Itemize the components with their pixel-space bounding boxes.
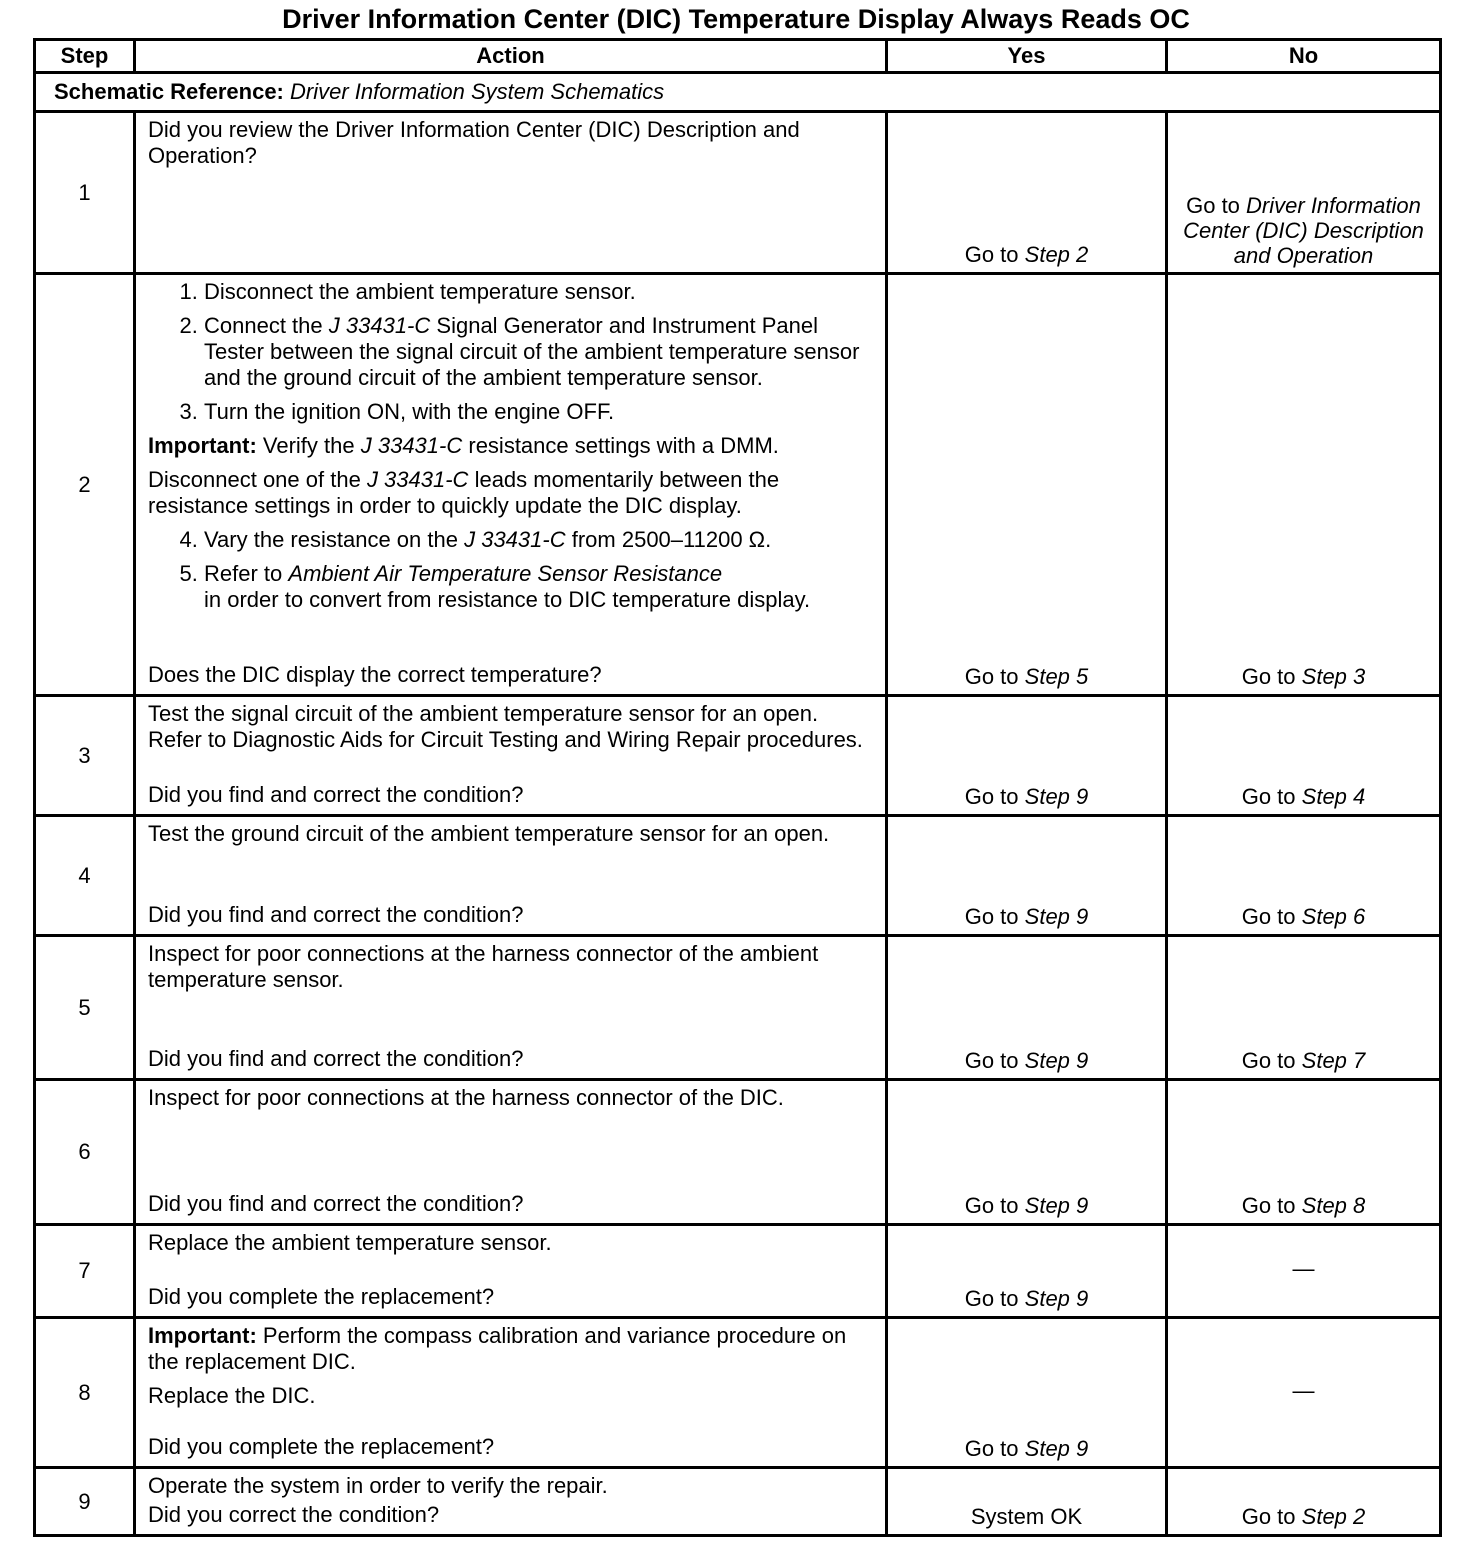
goto-prefix: Go to [1241, 1504, 1296, 1529]
yes-link[interactable]: Step 9 [1024, 904, 1089, 929]
action-cell [135, 112, 887, 274]
header-yes: Yes [887, 40, 1167, 73]
step-number: 5 [35, 936, 135, 1080]
schematic-reference [35, 73, 1441, 112]
goto-prefix: Go to [1241, 904, 1296, 929]
no-link[interactable]: Step 8 [1301, 1193, 1366, 1218]
header-no: No [1167, 40, 1441, 73]
no-cell [1167, 1468, 1441, 1536]
action-cell [135, 274, 887, 696]
goto-prefix: Go to [1186, 193, 1240, 218]
yes-cell [887, 936, 1167, 1080]
question-text: Did you complete the replacement? [148, 1434, 495, 1459]
table-row [35, 274, 1441, 696]
action-cell [135, 696, 887, 816]
list-item: 5. Refer to Ambient Air Temperature Sensor Resistance in order to convert from resistance to DIC temperature display. [204, 561, 875, 613]
list-item: 1. Disconnect the ambient temperature sensor. [204, 279, 875, 305]
action-cell [135, 1318, 887, 1468]
question-text: Did you correct the condition? [148, 1502, 440, 1527]
yes-link[interactable]: Step 5 [1024, 664, 1089, 689]
no-cell [1167, 1080, 1441, 1225]
table-row [35, 112, 1441, 274]
step-number: 1 [35, 112, 135, 274]
table-row [35, 1225, 1441, 1318]
header-step: Step [35, 40, 135, 73]
question-text: Did you review the Driver Information Center (DIC) Description and Operation? [148, 117, 800, 168]
goto-prefix: Go to [1241, 664, 1296, 689]
yes-link[interactable]: Step 9 [1024, 1048, 1089, 1073]
no-cell [1167, 274, 1441, 696]
important-note: Important: Perform the compass calibration and variance procedure on the replacement DIC. [148, 1323, 847, 1374]
table-row [35, 1468, 1441, 1536]
yes-link[interactable]: Step 9 [1024, 1286, 1089, 1311]
goto-prefix: Go to [1241, 1193, 1296, 1218]
procedure-list [148, 279, 875, 425]
no-link[interactable]: Step 6 [1301, 904, 1366, 929]
yes-cell [887, 696, 1167, 816]
goto-prefix: Go to [1241, 1048, 1296, 1073]
goto-prefix: Go to [964, 1048, 1019, 1073]
step-number: 6 [35, 1080, 135, 1225]
goto-prefix: Go to [1241, 784, 1296, 809]
question-text: Did you find and correct the condition? [148, 902, 524, 927]
yes-cell [887, 274, 1167, 696]
yes-cell [887, 112, 1167, 274]
no-cell-dash: — [1167, 1225, 1441, 1318]
yes-cell [887, 1225, 1167, 1318]
goto-prefix: Go to [964, 904, 1019, 929]
question-text: Does the DIC display the correct temperature? [148, 662, 602, 687]
no-link[interactable]: Step 3 [1301, 664, 1366, 689]
no-link[interactable]: Driver Information Center (DIC) Description and Operation [1183, 193, 1424, 268]
question-text: Did you find and correct the condition? [148, 1046, 524, 1071]
procedure-list [148, 527, 875, 613]
yes-link[interactable]: Step 9 [1024, 1193, 1089, 1218]
action-cell [135, 936, 887, 1080]
schematic-reference-row [35, 73, 1441, 112]
yes-cell [887, 1080, 1167, 1225]
table-row [35, 696, 1441, 816]
yes-cell [887, 816, 1167, 936]
step-number: 3 [35, 696, 135, 816]
question-text: Did you find and correct the condition? [148, 782, 524, 807]
goto-prefix: Go to [964, 664, 1019, 689]
step-number: 2 [35, 274, 135, 696]
important-note: Important: Verify the J 33431-C resistance settings with a DMM. [148, 433, 779, 458]
table-row [35, 936, 1441, 1080]
action-text: Operate the system in order to verify the repair. [148, 1473, 608, 1498]
diagnostic-table [33, 38, 1442, 1537]
yes-link[interactable]: Step 9 [1024, 1436, 1089, 1461]
header-row [35, 40, 1441, 73]
note-text: Disconnect one of the J 33431-C leads momentarily between the resistance settings in order to quickly update the DIC display. [148, 467, 780, 518]
no-cell [1167, 816, 1441, 936]
action-text: Replace the DIC. [148, 1383, 316, 1408]
action-text: Test the signal circuit of the ambient temperature sensor for an open. Refer to Diagnostic Aids for Circuit Testing and Wiring Repair procedures. [148, 701, 863, 752]
no-link[interactable]: Step 7 [1301, 1048, 1366, 1073]
list-item: 4. Vary the resistance on the J 33431-C from 2500–11200 Ω. [204, 527, 875, 553]
question-text: Did you complete the replacement? [148, 1284, 495, 1309]
no-cell [1167, 112, 1441, 274]
action-text: Inspect for poor connections at the harness connector of the ambient temperature sensor. [148, 941, 819, 992]
no-link[interactable]: Step 2 [1301, 1504, 1366, 1529]
goto-prefix: Go to [964, 784, 1019, 809]
no-cell-dash: — [1167, 1318, 1441, 1468]
step-number: 4 [35, 816, 135, 936]
goto-prefix: Go to [964, 1193, 1019, 1218]
action-cell [135, 816, 887, 936]
yes-link[interactable]: Step 9 [1024, 784, 1089, 809]
list-item: 3. Turn the ignition ON, with the engine OFF. [204, 399, 875, 425]
action-cell [135, 1080, 887, 1225]
action-text: Replace the ambient temperature sensor. [148, 1230, 552, 1255]
table-row [35, 1080, 1441, 1225]
yes-cell-system-ok: System OK [887, 1468, 1167, 1536]
goto-prefix: Go to [964, 1436, 1019, 1461]
step-number: 7 [35, 1225, 135, 1318]
goto-prefix: Go to [964, 242, 1019, 267]
question-text: Did you find and correct the condition? [148, 1191, 524, 1216]
no-cell [1167, 696, 1441, 816]
no-cell [1167, 936, 1441, 1080]
yes-cell [887, 1318, 1167, 1468]
table-row [35, 816, 1441, 936]
page-title: Driver Information Center (DIC) Temperature Display Always Reads OC [282, 4, 1190, 34]
action-cell [135, 1468, 887, 1536]
schematic-reference-link[interactable]: Driver Information System Schematics [290, 79, 665, 104]
yes-link[interactable]: Step 2 [1024, 242, 1089, 267]
header-action: Action [135, 40, 887, 73]
action-text: Inspect for poor connections at the harness connector of the DIC. [148, 1085, 784, 1110]
action-cell [135, 1225, 887, 1318]
goto-prefix: Go to [964, 1286, 1019, 1311]
action-text: Test the ground circuit of the ambient temperature sensor for an open. [148, 821, 830, 846]
reference-link[interactable]: Ambient Air Temperature Sensor Resistance [288, 561, 723, 586]
table-row [35, 1318, 1441, 1468]
step-number: 8 [35, 1318, 135, 1468]
schematic-reference-label: Schematic Reference: [54, 79, 284, 104]
no-link[interactable]: Step 4 [1301, 784, 1366, 809]
step-number: 9 [35, 1468, 135, 1536]
list-item: 2. Connect the J 33431-C Signal Generator and Instrument Panel Tester between the signal circuit of the ambient temperature sensor and the ground circuit of the ambient temperature sensor. [204, 313, 875, 391]
